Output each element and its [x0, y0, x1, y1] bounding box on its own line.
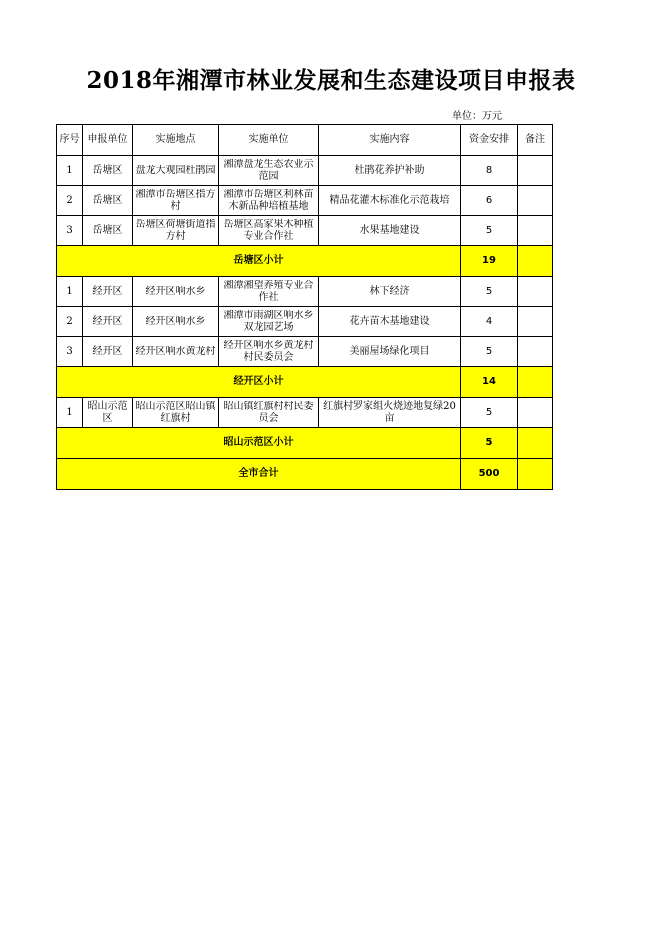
cell-amount: 5	[461, 398, 518, 428]
location-text: 湘潭市岳塘区指方村	[135, 188, 216, 212]
cell-unit: 经开区	[83, 277, 133, 307]
location-text: 昭山示范区昭山镇红旗村	[135, 400, 216, 424]
cell-no: 2	[57, 186, 83, 216]
cell-amount: 6	[461, 186, 518, 216]
cell-org	[219, 398, 319, 428]
subtotal-row	[57, 367, 553, 398]
cell-location	[133, 216, 219, 246]
org-text: 湘潭盘龙生态农业示范园	[223, 158, 314, 182]
total-note	[518, 459, 553, 490]
org-text: 湘潭市岳塘区利林苗木新品种培植基地	[223, 188, 314, 212]
cell-org	[219, 337, 319, 367]
header-cell: 申报单位	[83, 125, 133, 156]
unit-label: 单位：万元	[452, 111, 502, 122]
cell-location	[133, 337, 219, 367]
subtotal-note	[518, 367, 553, 398]
cell-note	[518, 186, 553, 216]
cell-content: 花卉苗木基地建设	[319, 307, 461, 337]
org-text: 岳塘区高家果木种植专业合作社	[223, 218, 314, 242]
cell-unit: 岳塘区	[83, 156, 133, 186]
table-row	[57, 337, 553, 367]
cell-amount: 4	[461, 307, 518, 337]
org-text: 湘潭湘望养殖专业合作社	[223, 279, 314, 303]
org-text: 经开区响水乡黄龙村村民委员会	[223, 339, 314, 363]
cell-location	[133, 156, 219, 186]
org-text: 昭山镇红旗村村民委员会	[223, 400, 314, 424]
cell-note	[518, 277, 553, 307]
cell-unit: 经开区	[83, 307, 133, 337]
cell-no: 3	[57, 216, 83, 246]
cell-unit: 岳塘区	[83, 216, 133, 246]
page-title: 2018年湘潭市林业发展和生态建设项目申报表	[86, 67, 576, 94]
cell-content: 红旗村罗家组火烧迹地复绿20亩	[319, 398, 461, 428]
cell-content: 水果基地建设	[319, 216, 461, 246]
table-row	[57, 307, 553, 337]
subtotal-amount: 19	[461, 246, 518, 277]
table-row	[57, 216, 553, 246]
cell-note	[518, 337, 553, 367]
subtotal-label: 岳塘区小计	[57, 246, 461, 277]
cell-no: 1	[57, 277, 83, 307]
location-text: 经开区响水乡	[145, 315, 206, 327]
location-text: 经开区响水黄龙村	[135, 345, 216, 357]
cell-org	[219, 307, 319, 337]
cell-org	[219, 186, 319, 216]
cell-no: 2	[57, 307, 83, 337]
cell-note	[518, 307, 553, 337]
subtotal-label: 经开区小计	[57, 367, 461, 398]
subtotal-note	[518, 246, 553, 277]
cell-content: 精品花灌木标准化示范栽培	[319, 186, 461, 216]
table-row	[57, 156, 553, 186]
header-cell: 备注	[518, 125, 553, 156]
cell-content: 美丽屋场绿化项目	[319, 337, 461, 367]
location-text: 岳塘区荷塘街道指方村	[135, 218, 216, 242]
cell-amount: 5	[461, 337, 518, 367]
subtotal-note	[518, 428, 553, 459]
org-text: 湘潭市雨湖区响水乡双龙园艺场	[223, 309, 314, 333]
total-row	[57, 459, 553, 490]
location-text: 盘龙大观园杜鹃园	[135, 164, 216, 176]
header-cell: 实施单位	[219, 125, 319, 156]
total-label: 全市合计	[57, 459, 461, 490]
cell-org	[219, 277, 319, 307]
cell-note	[518, 398, 553, 428]
cell-amount: 5	[461, 277, 518, 307]
cell-org	[219, 156, 319, 186]
table-row	[57, 398, 553, 428]
cell-unit: 经开区	[83, 337, 133, 367]
header-cell: 资金安排	[461, 125, 518, 156]
cell-amount: 5	[461, 216, 518, 246]
cell-unit: 昭山示范区	[83, 398, 133, 428]
cell-amount: 8	[461, 156, 518, 186]
cell-note	[518, 216, 553, 246]
table-row	[57, 186, 553, 216]
subtotal-amount: 14	[461, 367, 518, 398]
subtotal-row	[57, 428, 553, 459]
cell-no: 1	[57, 398, 83, 428]
header-cell: 序号	[57, 125, 83, 156]
total-amount: 500	[461, 459, 518, 490]
subtotal-row	[57, 246, 553, 277]
cell-location	[133, 186, 219, 216]
cell-content: 杜鹃花养护补助	[319, 156, 461, 186]
cell-note	[518, 156, 553, 186]
cell-unit: 岳塘区	[83, 186, 133, 216]
cell-no: 1	[57, 156, 83, 186]
header-cell: 实施内容	[319, 125, 461, 156]
table-row	[57, 277, 553, 307]
subtotal-amount: 5	[461, 428, 518, 459]
subtotal-label: 昭山示范区小计	[57, 428, 461, 459]
project-table	[56, 124, 553, 490]
cell-location	[133, 398, 219, 428]
cell-org	[219, 216, 319, 246]
cell-content: 林下经济	[319, 277, 461, 307]
header-cell: 实施地点	[133, 125, 219, 156]
cell-no: 3	[57, 337, 83, 367]
cell-location	[133, 277, 219, 307]
location-text: 经开区响水乡	[145, 285, 206, 297]
header-row	[57, 125, 553, 156]
cell-location	[133, 307, 219, 337]
